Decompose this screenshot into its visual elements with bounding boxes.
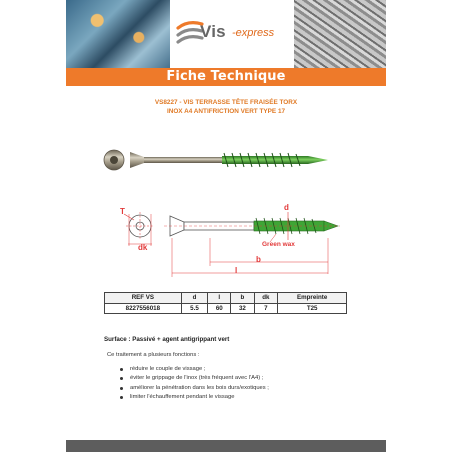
col-empreinte: Empreinte bbox=[278, 293, 347, 304]
product-title-line-2: INOX A4 ANTIFRICTION VERT TYPE 17 bbox=[166, 108, 286, 115]
cell-ref-vs: 8227556018 bbox=[105, 303, 182, 314]
screw-tip bbox=[308, 156, 328, 164]
screws-photo bbox=[294, 0, 386, 68]
dim-label-dk: dk bbox=[138, 243, 148, 252]
technical-drawing bbox=[100, 198, 340, 280]
cell-l: 60 bbox=[208, 303, 231, 314]
list-item: améliorer la pénétration dans les bois durs/exotiques ; bbox=[120, 385, 269, 394]
spec-table bbox=[104, 292, 347, 314]
product-title bbox=[100, 98, 352, 116]
cell-b: 32 bbox=[231, 303, 254, 314]
screw-photo bbox=[100, 142, 340, 178]
table-row bbox=[105, 303, 347, 314]
list-item: éviter le grippage de l'inox (très fréquent avec l'A4) ; bbox=[120, 375, 269, 384]
brand-name: Vis bbox=[200, 22, 226, 41]
header-banner bbox=[66, 0, 386, 68]
col-d: d bbox=[181, 293, 207, 304]
product-title-line-1: VS8227 - VIS TERRASSE TÊTE FRAISÉE TORX bbox=[154, 99, 298, 106]
tools-photo bbox=[66, 0, 170, 68]
screw-head-side bbox=[130, 152, 144, 168]
surface-value: Passivé + agent antigrippant vert bbox=[132, 336, 230, 343]
dim-label-l: l bbox=[235, 266, 238, 275]
brand-logo bbox=[170, 0, 294, 68]
screw-side-view bbox=[164, 216, 340, 236]
head-end-view bbox=[124, 212, 154, 246]
cell-d: 5.5 bbox=[181, 303, 207, 314]
list-item: réduire le couple de vissage ; bbox=[120, 366, 269, 375]
page-title: Fiche Technique bbox=[166, 69, 286, 84]
l-dimension bbox=[172, 238, 328, 277]
cell-empreinte: T25 bbox=[278, 303, 347, 314]
benefits-list bbox=[120, 366, 269, 403]
col-b: b bbox=[231, 293, 254, 304]
surface-label: Surface : bbox=[104, 336, 131, 343]
table-header-row bbox=[105, 293, 347, 304]
dim-label-d: d bbox=[284, 203, 289, 212]
footer-band bbox=[66, 440, 386, 452]
col-l: l bbox=[208, 293, 231, 304]
cell-dk: 7 bbox=[254, 303, 278, 314]
green-wax-label: Green wax bbox=[262, 241, 295, 248]
dim-label-b: b bbox=[256, 255, 261, 264]
surface-line bbox=[104, 336, 229, 343]
brand-accent: -express bbox=[232, 27, 275, 39]
list-item: limiter l'échauffement pendant le vissage bbox=[120, 394, 269, 403]
col-ref-vs: REF VS bbox=[105, 293, 182, 304]
dim-label-t: T bbox=[120, 207, 125, 216]
treatment-intro: Ce traitement a plusieurs fonctions : bbox=[107, 352, 200, 358]
screw-shank bbox=[144, 157, 222, 163]
col-dk: dk bbox=[254, 293, 278, 304]
screw-head-view bbox=[104, 150, 124, 170]
title-band bbox=[66, 68, 386, 86]
